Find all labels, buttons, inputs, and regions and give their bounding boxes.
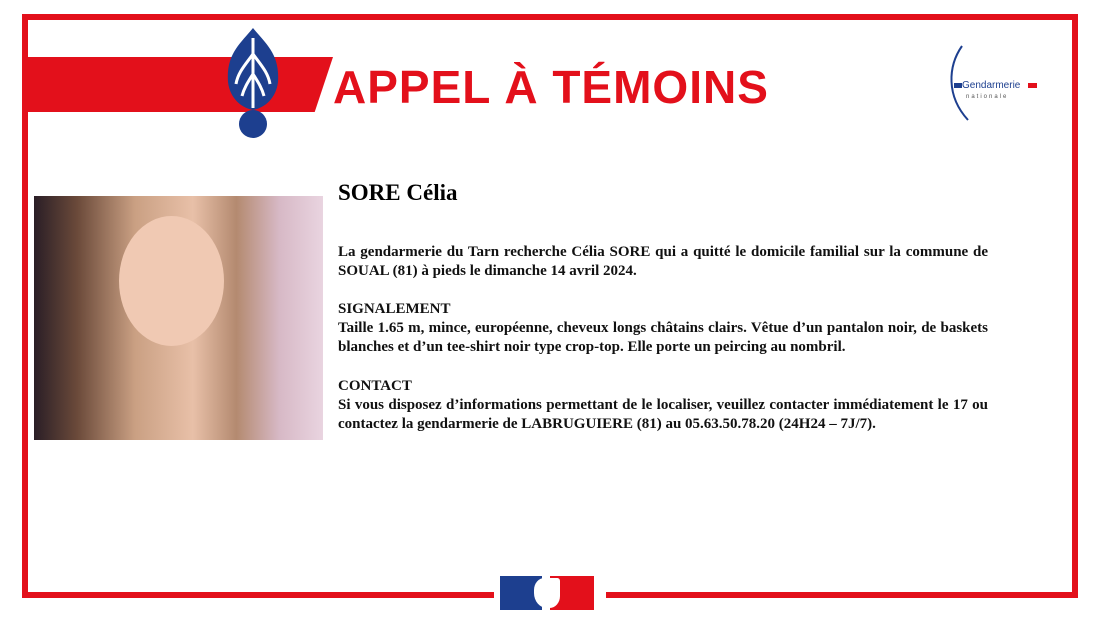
missing-person-photo	[34, 196, 323, 440]
logo-subtext: nationale	[966, 94, 1009, 100]
gendarmerie-nationale-logo	[940, 42, 1050, 124]
marianne-logo-icon	[494, 574, 606, 614]
logo-text: Gendarmerie	[962, 80, 1021, 91]
person-name: SORE Célia	[338, 180, 458, 205]
signalement-heading: SIGNALEMENT	[338, 301, 451, 317]
gendarmerie-flame-icon	[220, 24, 286, 140]
photo-face	[119, 216, 224, 346]
signalement-text: Taille 1.65 m, mince, européenne, cheveux longs châtains clairs. Vêtue d’un pantalon noir, de baskets blanches et d’un tee-shirt noir type crop-top. Elle porte un peircing au nombril.	[338, 320, 988, 355]
marianne-profile	[534, 578, 560, 608]
page-title: APPEL À TÉMOINS	[333, 61, 769, 113]
title-band	[28, 57, 333, 112]
intro-text: La gendarmerie du Tarn recherche Célia SORE qui a quitté le domicile familial sur la commune de SOUAL (81) à pieds le dimanche 14 avril 2024.	[338, 244, 988, 279]
contact-heading: CONTACT	[338, 378, 412, 394]
contact-text: Si vous disposez d’informations permettant de le localiser, veuillez contacter immédiatement le 17 ou contactez la gendarmerie de LABRUGUIERE (81) au 05.63.50.78.20 (24H24 – 7J/7).	[338, 397, 988, 432]
